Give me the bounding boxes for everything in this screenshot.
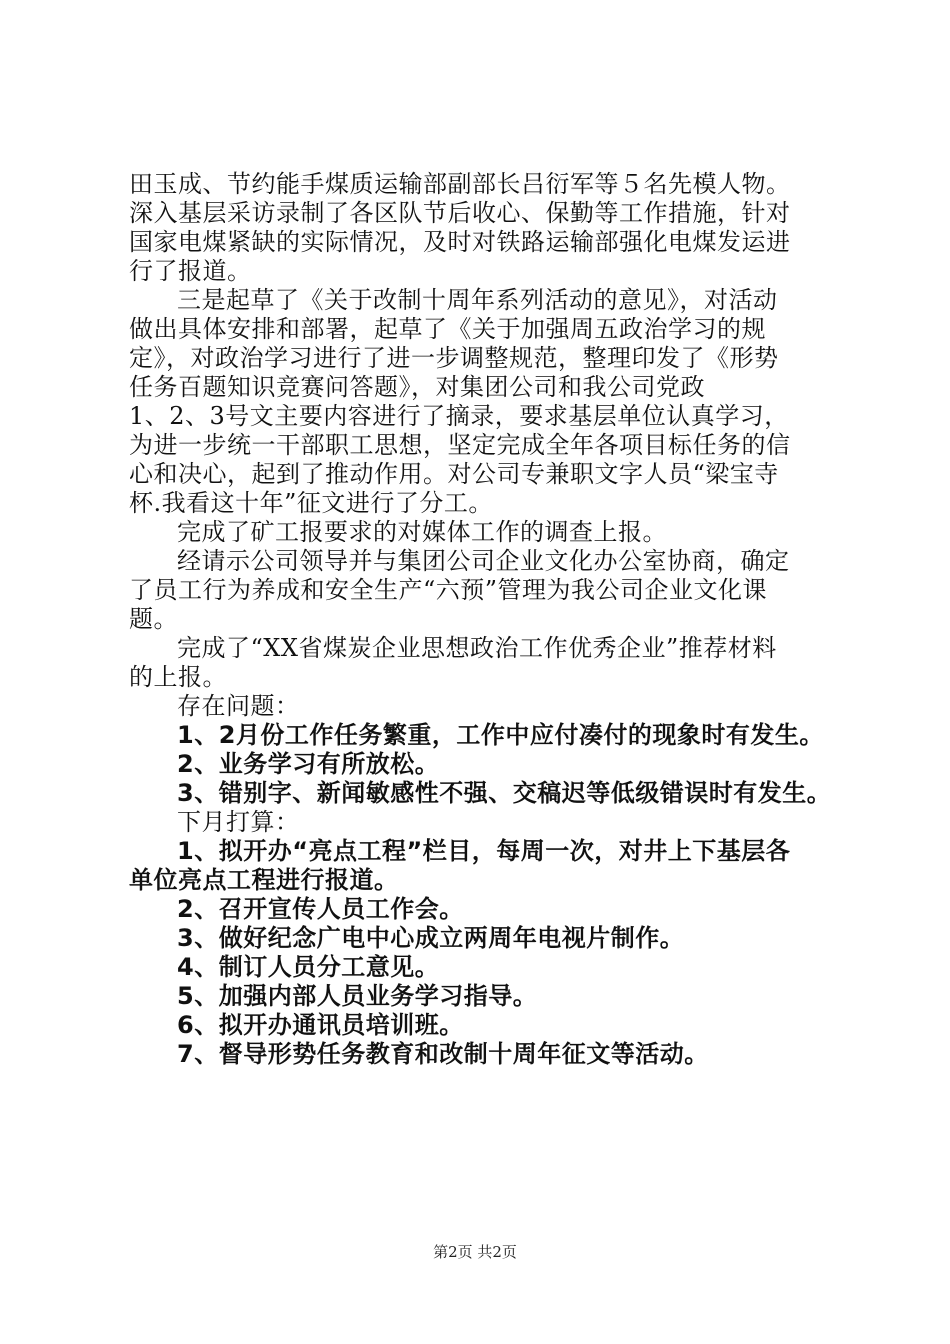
problem-item: 3、错别字、新闻敏感性不强、交稿迟等低级错误时有发生。 (177, 779, 832, 807)
text-line: 杯.我看这十年”征文进行了分工。 (129, 489, 493, 517)
text-line: 心和决心，起到了推动作用。对公司专兼职文字人员“梁宝寺 (129, 460, 779, 488)
text-line: 国家电煤紧缺的实际情况，及时对铁路运输部强化电煤发运进 (129, 228, 791, 256)
text-line: 1、2、3号文主要内容进行了摘录，要求基层单位认真学习， (129, 402, 789, 430)
text-line: 为进一步统一干部职工思想，坚定完成全年各项目标任务的信 (129, 431, 791, 459)
plan-item: 2、召开宣传人员工作会。 (177, 895, 464, 923)
page-number-footer: 第2页 共2页 (433, 1243, 517, 1261)
text-line: 完成了“XX省煤炭企业思想政治工作优秀企业”推荐材料 (177, 634, 777, 662)
plan-item: 5、加强内部人员业务学习指导。 (177, 982, 538, 1010)
text-line: 深入基层采访录制了各区队节后收心、保勤等工作措施，针对 (129, 199, 791, 227)
problem-item: 1、2月份工作任务繁重，工作中应付凑付的现象时有发生。 (177, 721, 824, 749)
text-line: 任务百题知识竞赛问答题》，对集团公司和我公司党政 (129, 373, 705, 401)
section-heading-next-month: 下月打算： (177, 808, 300, 836)
plan-item: 6、拟开办通讯员培训班。 (177, 1011, 464, 1039)
plan-item: 4、制订人员分工意见。 (177, 953, 440, 981)
document-body (129, 170, 833, 1069)
text-line: 完成了矿工报要求的对媒体工作的调查上报。 (177, 518, 667, 546)
text-line: 的上报。 (129, 663, 227, 691)
text-line: 田玉成、节约能手煤质运输部副部长吕衍军等５名先模人物。 (129, 170, 791, 198)
text-line: 定》，对政治学习进行了进一步调整规范，整理印发了《形势 (129, 344, 779, 372)
text-line: 了员工行为养成和安全生产“六预”管理为我公司企业文化课 (129, 576, 768, 604)
plan-item: 1、拟开办“亮点工程”栏目，每周一次，对井上下基层各 (177, 837, 791, 865)
text-line: 行了报道。 (129, 257, 252, 285)
problem-item: 2、业务学习有所放松。 (177, 750, 440, 778)
plan-item: 7、督导形势任务教育和改制十周年征文等活动。 (177, 1040, 709, 1068)
plan-item: 3、做好纪念广电中心成立两周年电视片制作。 (177, 924, 685, 952)
text-line: 经请示公司领导并与集团公司企业文化办公室协商，确定 (177, 547, 790, 575)
text-line: 做出具体安排和部署，起草了《关于加强周五政治学习的规 (129, 315, 766, 343)
text-line: 题。 (129, 605, 178, 633)
section-heading-problems: 存在问题： (177, 692, 300, 720)
plan-item-continued: 单位亮点工程进行报道。 (129, 866, 399, 894)
text-line: 三是起草了《关于改制十周年系列活动的意见》，对活动 (177, 286, 778, 314)
